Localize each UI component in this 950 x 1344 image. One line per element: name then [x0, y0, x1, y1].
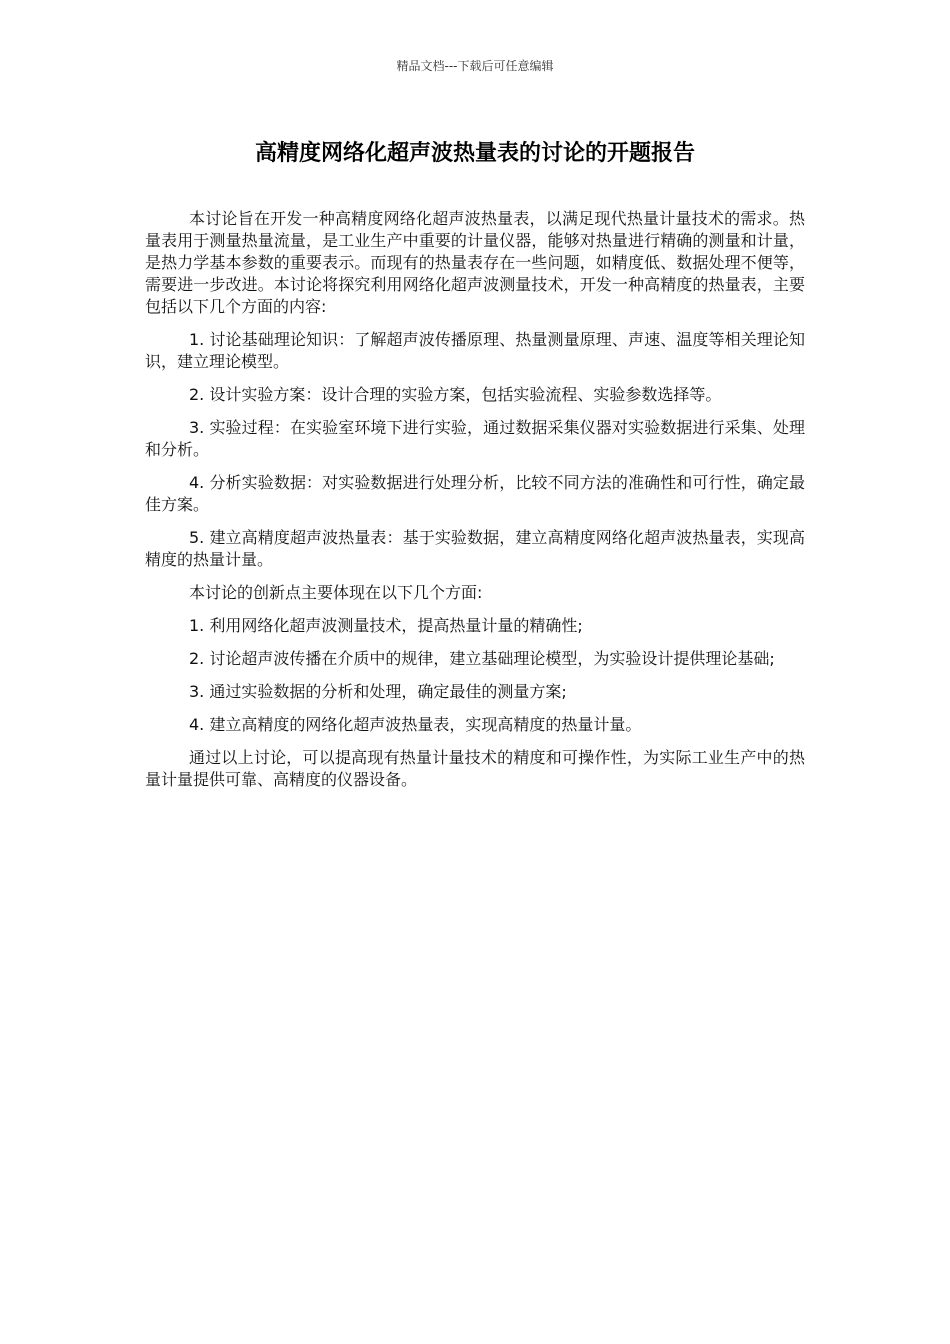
paragraph-innovation-4: 4. 建立高精度的网络化超声波热量表，实现高精度的热量计量。: [189, 715, 642, 734]
paragraph-conclusion: 通过以上讨论，可以提高现有热量计量技术的精度和可操作性，为实际工业生产中的热量计量提供可靠、高精度的仪器设备。: [145, 748, 805, 789]
paragraph-item-5: 5. 建立高精度超声波热量表：基于实验数据，建立高精度网络化超声波热量表，实现高精度的热量计量。: [145, 528, 805, 569]
paragraph-item-2: 2. 设计实验方案：设计合理的实验方案，包括实验流程、实验参数选择等。: [189, 385, 722, 404]
document-title: 高精度网络化超声波热量表的讨论的开题报告: [254, 141, 695, 166]
paragraph-item-4: 4. 分析实验数据：对实验数据进行处理分析，比较不同方法的准确性和可行性，确定最佳方案。: [145, 473, 805, 514]
header-note: 精品文档---下载后可任意编辑: [396, 59, 554, 73]
paragraph-intro: 本讨论旨在开发一种高精度网络化超声波热量表，以满足现代热量计量技术的需求。热量表用于测量热量流量，是工业生产中重要的计量仪器，能够对热量进行精确的测量和计量，是热力学基本参数的重要表示。而现有的热量表存在一些问题，如精度低、数据处理不便等，需要进一步改进。本讨论将探究利用网络化超声波测量技术，开发一种高精度的热量表，主要包括以下几个方面的内容:: [145, 209, 805, 316]
paragraph-innovation-2: 2. 讨论超声波传播在介质中的规律，建立基础理论模型，为实验设计提供理论基础;: [189, 649, 775, 668]
document-body: [145, 208, 805, 802]
paragraph-innovation-intro: 本讨论的创新点主要体现在以下几个方面:: [189, 583, 483, 602]
paragraph-innovation-3: 3. 通过实验数据的分析和处理，确定最佳的测量方案;: [189, 682, 567, 701]
paragraph-item-1: 1. 讨论基础理论知识：了解超声波传播原理、热量测量原理、声速、温度等相关理论知识，建立理论模型。: [145, 330, 805, 371]
paragraph-item-3: 3. 实验过程：在实验室环境下进行实验，通过数据采集仪器对实验数据进行采集、处理和分析。: [145, 418, 805, 459]
paragraph-innovation-1: 1. 利用网络化超声波测量技术，提高热量计量的精确性;: [189, 616, 583, 635]
